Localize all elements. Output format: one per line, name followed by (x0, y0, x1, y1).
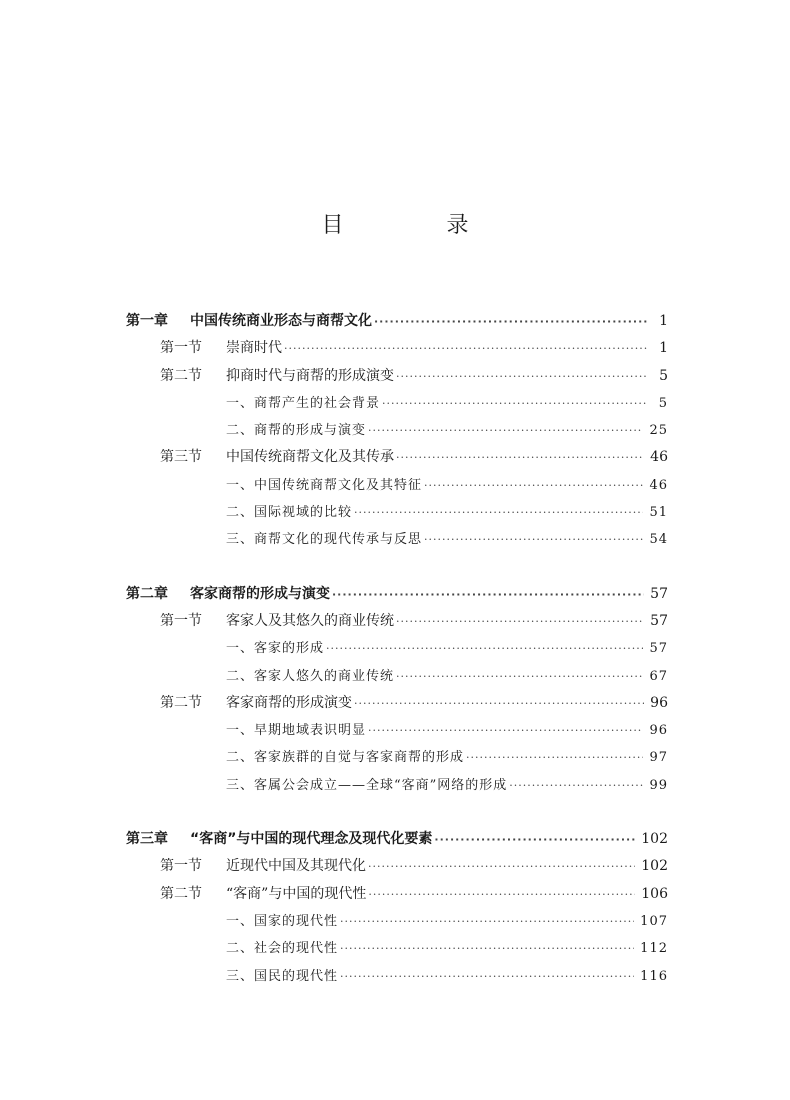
subsection-entry[interactable] (126, 417, 668, 444)
leader-dots (466, 744, 643, 771)
subsection-entry[interactable] (126, 717, 668, 744)
chapter-block (126, 308, 668, 554)
section-entry-page-number: 106 (641, 885, 668, 902)
section-entry[interactable] (126, 690, 668, 717)
leader-dots (368, 853, 635, 880)
subsection-entry[interactable] (126, 663, 668, 690)
leader-dots (284, 335, 648, 362)
leader-dots (340, 963, 634, 990)
chapter-entry-title: 中国传统商业形态与商帮文化 (190, 313, 372, 329)
chapter-entry[interactable] (126, 308, 668, 335)
leader-dots (354, 690, 644, 717)
chapter-block (126, 581, 668, 799)
leader-dots (354, 499, 643, 526)
leader-dots (424, 472, 643, 499)
subsection-entry-page-number: 67 (649, 668, 668, 684)
subsection-entry-page-number: 54 (649, 532, 668, 548)
subsection-entry-title: 二、社会的现代性 (226, 941, 339, 957)
subsection-entry-title: 二、客家人悠久的商业传统 (226, 668, 395, 684)
section-entry[interactable] (126, 853, 668, 880)
subsection-entry-title: 一、国家的现代性 (226, 913, 339, 929)
section-entry-label: 第三节 (160, 449, 202, 466)
subsection-entry[interactable] (126, 472, 668, 499)
subsection-entry-page-number: 46 (649, 477, 668, 493)
leader-dots (368, 717, 643, 744)
subsection-entry[interactable] (126, 635, 668, 662)
subsection-entry[interactable] (126, 963, 668, 990)
subsection-entry[interactable] (126, 935, 668, 962)
leader-dots (332, 581, 644, 608)
subsection-entry-title: 三、商帮文化的现代传承与反思 (226, 532, 423, 548)
section-entry-title: 近现代中国及其现代化 (226, 858, 366, 875)
leader-dots (382, 390, 648, 417)
chapter-entry-label: 第三章 (126, 831, 168, 848)
leader-dots (368, 417, 643, 444)
subsection-entry-title: 一、早期地域表识明显 (226, 723, 367, 739)
section-entry[interactable] (126, 608, 668, 635)
subsection-entry-title: 一、商帮产生的社会背景 (226, 395, 381, 411)
chapter-entry-label: 第一章 (126, 313, 168, 329)
leader-dots (368, 881, 635, 908)
subsection-entry-title: 三、国民的现代性 (226, 968, 339, 984)
section-entry-page-number: 102 (641, 858, 668, 875)
section-entry-title: 客家商帮的形成演变 (226, 694, 352, 711)
page-title: 目 录 (321, 213, 517, 238)
section-entry-title: 中国传统商帮文化及其传承 (226, 449, 394, 466)
table-of-contents (126, 308, 668, 1017)
section-entry[interactable] (126, 881, 668, 908)
leader-dots (509, 772, 643, 799)
subsection-entry[interactable] (126, 744, 668, 771)
section-entry-page-number: 46 (650, 449, 668, 466)
chapter-entry-page-number: 57 (650, 585, 668, 602)
section-entry-title: 崇商时代 (226, 340, 282, 357)
leader-dots (340, 908, 634, 935)
section-entry-label: 第一节 (160, 340, 202, 357)
subsection-entry-title: 一、客家的形成 (226, 641, 325, 657)
subsection-entry-page-number: 57 (649, 641, 668, 657)
section-entry[interactable] (126, 335, 668, 362)
leader-dots (396, 444, 644, 471)
section-entry-label: 第二节 (160, 885, 202, 902)
section-entry-label: 第二节 (160, 367, 202, 384)
section-entry-label: 第一节 (160, 612, 202, 629)
subsection-entry-title: 二、商帮的形成与演变 (226, 423, 367, 439)
subsection-entry-page-number: 96 (649, 723, 668, 739)
section-entry-title: “客商”与中国的现代性 (226, 885, 367, 902)
subsection-entry[interactable] (126, 772, 668, 799)
subsection-entry-page-number: 99 (649, 777, 668, 793)
subsection-entry-page-number: 97 (649, 750, 668, 766)
subsection-entry-title: 三、客属公会成立——全球“客商”网络的形成 (226, 777, 508, 793)
leader-dots (374, 308, 648, 335)
subsection-entry-page-number: 116 (640, 968, 668, 984)
subsection-entry-page-number: 51 (649, 505, 668, 521)
section-entry-page-number: 96 (650, 694, 668, 711)
leader-dots (424, 526, 643, 553)
chapter-entry-title: “客商”与中国的现代理念及现代化要素 (190, 831, 433, 848)
section-entry-page-number: 1 (659, 340, 668, 357)
chapter-entry-page-number: 1 (659, 313, 668, 329)
leader-dots (396, 663, 643, 690)
subsection-entry[interactable] (126, 390, 668, 417)
subsection-entry-page-number: 112 (640, 941, 668, 957)
chapter-entry[interactable] (126, 826, 668, 853)
subsection-entry[interactable] (126, 908, 668, 935)
chapter-entry-page-number: 102 (641, 831, 668, 848)
subsection-entry-title: 一、中国传统商帮文化及其特征 (226, 477, 423, 493)
subsection-entry-title: 二、国际视域的比较 (226, 505, 353, 521)
section-entry-page-number: 57 (650, 612, 668, 629)
chapter-entry[interactable] (126, 581, 668, 608)
leader-dots (326, 635, 643, 662)
section-entry-page-number: 5 (659, 367, 668, 384)
section-entry-label: 第二节 (160, 694, 202, 711)
section-entry-label: 第一节 (160, 858, 202, 875)
section-entry-title: 抑商时代与商帮的形成演变 (226, 367, 394, 384)
leader-dots (340, 935, 634, 962)
subsection-entry[interactable] (126, 499, 668, 526)
subsection-entry-page-number: 5 (658, 395, 668, 411)
subsection-entry[interactable] (126, 526, 668, 553)
subsection-entry-title: 二、客家族群的自觉与客家商帮的形成 (226, 750, 465, 766)
section-entry[interactable] (126, 444, 668, 471)
leader-dots (396, 363, 648, 390)
subsection-entry-page-number: 25 (649, 423, 668, 439)
chapter-block (126, 826, 668, 990)
section-entry[interactable] (126, 363, 668, 390)
section-entry-title: 客家人及其悠久的商业传统 (226, 612, 394, 629)
leader-dots (434, 826, 635, 853)
leader-dots (396, 608, 644, 635)
subsection-entry-page-number: 107 (640, 913, 668, 929)
chapter-entry-label: 第二章 (126, 585, 168, 602)
chapter-entry-title: 客家商帮的形成与演变 (190, 585, 330, 602)
